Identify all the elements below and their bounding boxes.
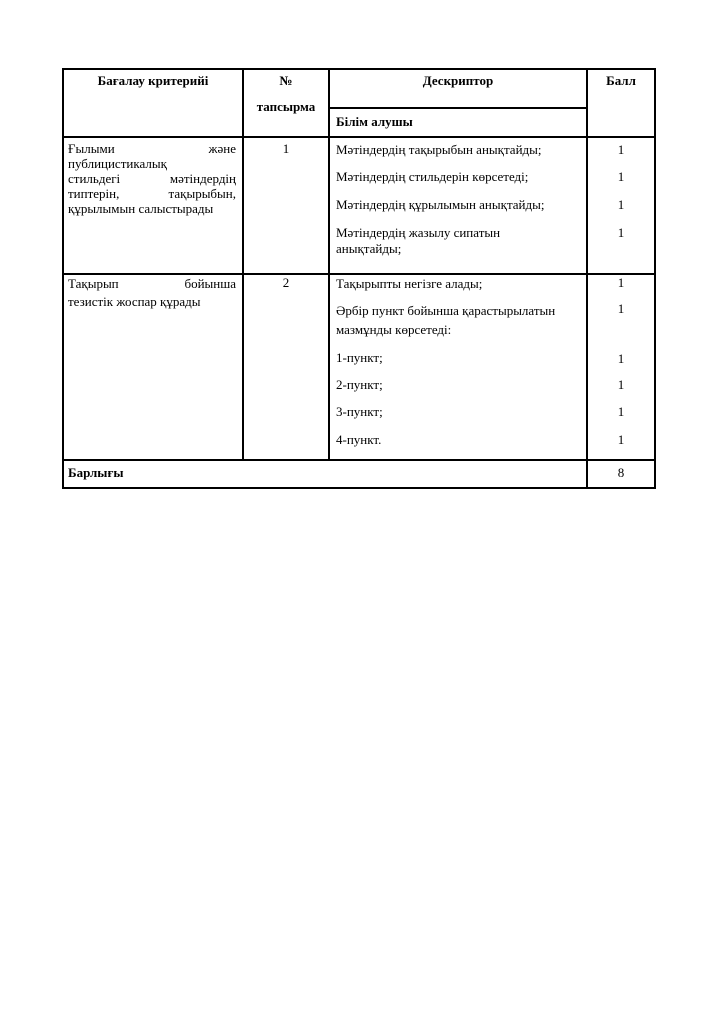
row2-descriptor-4: 2-пункт;	[336, 377, 383, 392]
row1-score-1: 1	[617, 142, 625, 157]
row1-descriptor-4-line-1: Мәтіндердің жазылу сипатын	[336, 225, 501, 240]
header-bottom-border	[62, 136, 656, 138]
row1-score-3: 1	[617, 197, 625, 212]
row2-criteria-line-2: тезистік жоспар құрады	[68, 294, 201, 309]
table-border-left	[62, 68, 64, 489]
row2-descriptor-6: 4-пункт.	[336, 432, 382, 447]
row1-score-4: 1	[617, 225, 625, 240]
row2-criteria-line-1: Тақырып бойынша	[68, 276, 236, 291]
header-student: Білім алушы	[336, 114, 413, 129]
row2-descriptor-2-line-2: мазмұнды көрсетеді:	[336, 322, 452, 337]
row1-descriptor-2: Мәтіндердің стильдерін көрсетеді;	[336, 169, 529, 184]
row2-descriptor-3: 1-пункт;	[336, 350, 383, 365]
header-score: Балл	[606, 73, 636, 88]
row2-score-6: 1	[617, 432, 625, 447]
row1-task-number: 1	[282, 141, 290, 156]
row2-score-3: 1	[617, 351, 625, 366]
row2-descriptor-2-line-1: Әрбір пункт бойынша қарастырылатын	[336, 303, 556, 318]
row1-criteria-line-5: құрылымын салыстырады	[68, 201, 214, 216]
header-task-label: тапсырма	[256, 99, 316, 114]
table-border-right	[654, 68, 656, 489]
row2-score-5: 1	[617, 404, 625, 419]
row1-criteria-line-1: Ғылыми және	[68, 141, 236, 156]
row-divider	[62, 273, 656, 275]
row1-descriptor-4-line-2: анықтайды;	[336, 241, 402, 256]
header-subdivider	[328, 107, 587, 109]
row2-task-number: 2	[282, 275, 290, 290]
row2-score-1: 1	[617, 275, 625, 290]
total-row-top-border	[62, 459, 656, 461]
column-divider-criteria	[242, 68, 244, 461]
header-criteria: Бағалау критерийі	[97, 73, 209, 88]
table-border-bottom	[62, 487, 656, 489]
row1-criteria-line-4: типтерін, тақырыбын,	[68, 186, 236, 201]
table-border-top	[62, 68, 656, 70]
row2-score-2: 1	[617, 301, 625, 316]
row2-descriptor-1: Тақырыпты негізге алады;	[336, 276, 483, 291]
header-task-number-symbol: №	[279, 73, 293, 88]
assessment-table	[62, 68, 656, 489]
row1-score-2: 1	[617, 169, 625, 184]
row1-descriptor-3: Мәтіндердің құрылымын анықтайды;	[336, 197, 545, 212]
column-divider-task	[328, 68, 330, 461]
total-value: 8	[617, 465, 625, 480]
header-descriptor: Дескриптор	[422, 73, 494, 88]
row2-score-4: 1	[617, 377, 625, 392]
row1-descriptor-1: Мәтіндердің тақырыбын анықтайды;	[336, 142, 542, 157]
row2-descriptor-5: 3-пункт;	[336, 404, 383, 419]
row1-criteria-line-2: публицистикалық	[68, 156, 167, 171]
total-label: Барлығы	[68, 465, 124, 480]
row1-criteria-line-3: стильдегі мәтіндердің	[68, 171, 236, 186]
